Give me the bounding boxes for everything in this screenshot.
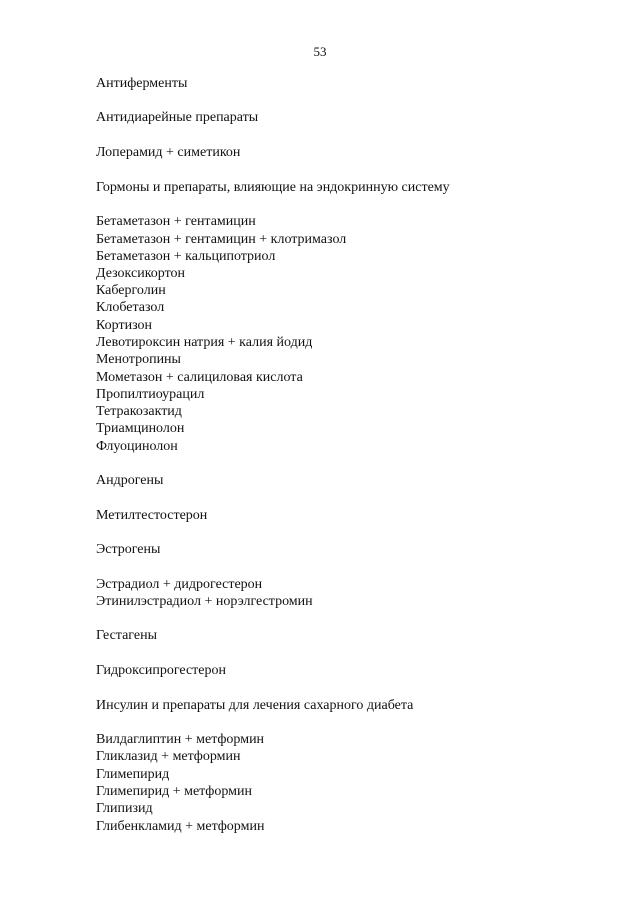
heading-insulin: Инсулин и препараты для лечения сахарного диабета [96,698,414,713]
list-item: Глимепирид [96,767,170,782]
list-item: Бетаметазон + кальципотриол [96,249,276,264]
list-item: Лоперамид + симетикон [96,145,241,160]
list-item: Глибенкламид + метформин [96,819,265,834]
list-item: Вилдаглиптин + метформин [96,732,265,747]
list-item: Каберголин [96,283,166,298]
list-item: Глимепирид + метформин [96,784,252,799]
list-item: Гликлазид + метформин [96,749,241,764]
page-number: 53 [313,44,327,59]
heading-estrogens: Эстрогены [96,542,161,557]
heading-antidiarrheal: Антидиарейные препараты [96,110,259,125]
list-item: Кортизон [96,318,153,333]
heading-androgens: Андрогены [96,473,164,488]
list-item: Флуоцинолон [96,439,178,454]
list-item: Глипизид [96,801,153,816]
heading-gestagens: Гестагены [96,628,157,643]
list-item: Бетаметазон + гентамицин + клотримазол [96,232,347,247]
list-item: Дезоксикортон [96,266,186,281]
list-item: Клобетазол [96,300,165,315]
list-item: Бетаметазон + гентамицин [96,214,256,229]
list-item: Метилтестостерон [96,508,208,523]
list-item: Левотироксин натрия + калия йодид [96,335,313,350]
list-item: Мометазон + салициловая кислота [96,370,303,385]
list-item: Тетракозактид [96,404,182,419]
heading-antienzymes: Антиферменты [96,76,188,91]
list-item: Триамцинолон [96,421,185,436]
list-item: Менотропины [96,352,181,367]
list-item: Пропилтиоурацил [96,387,205,402]
heading-endocrine: Гормоны и препараты, влияющие на эндокринную систему [96,180,450,195]
list-item: Эстрадиол + дидрогестерон [96,577,263,592]
list-item: Этинилэстрадиол + норэлгестромин [96,594,313,609]
list-item: Гидроксипрогестерон [96,663,226,678]
